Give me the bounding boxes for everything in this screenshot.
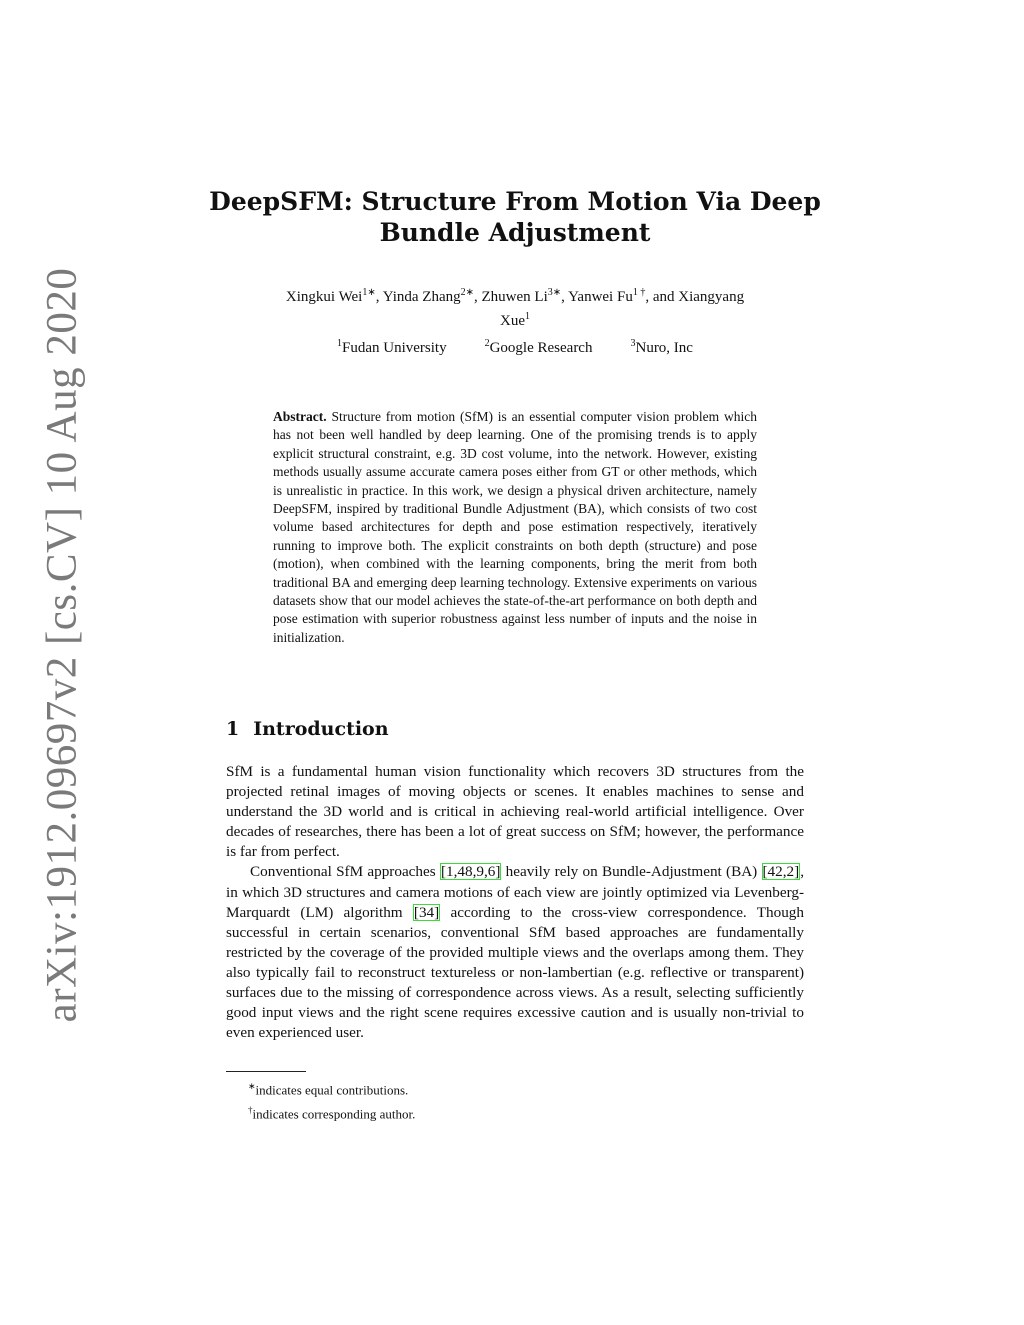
footnotes [248, 1076, 415, 1125]
affiliations [215, 338, 815, 357]
author-line-1: Xingkui Wei$^{1∗}$, Yinda Zhang$^{2∗}$, Zhuwen $Li^{3∗}$, Yanwei $Fu^{1 \dagger}$, and Xiangyang [285, 287, 745, 305]
author-mark: 1 † [632, 287, 646, 298]
author-mark: 3∗ [547, 287, 562, 298]
author: Xingkui Wei [285, 289, 363, 305]
affiliation-1: $^1$Fudan University [337, 338, 447, 356]
footnote-rule [226, 1071, 306, 1072]
author-mark: 1 [525, 311, 530, 322]
abstract-label: Abstract. [273, 409, 327, 424]
author: Yanwei Fu [568, 289, 633, 305]
affiliation-3: $^3$Nuro, Inc [630, 338, 693, 356]
author-list [215, 283, 815, 331]
citation-link[interactable]: [42,2] [762, 863, 800, 881]
abstract [273, 408, 757, 647]
paper-title: DeepSFM: Structure From Motion Via Deep Bundle Adjustment [209, 187, 821, 247]
author-mark: 2∗ [460, 287, 474, 298]
footnote-1: ∗indicates equal contributions. [248, 1081, 409, 1098]
arxiv-side-identifier [32, 267, 92, 1023]
abstract-text: Structure from motion (SfM) is an essential computer vision problem which has not been well handled by deep learning. One of the promising trends is to apply explicit structural constraint, e.g. 3D cost volume, into the network. However, existing methods usually assume accurate camera poses either from GT or other methods, which is unrealistic in practice. In this work, we design a physical driven architecture, namely DeepSFM, inspired by traditional Bundle Adjustment (BA), which consists of two cost volume based architectures for depth and pose estimation respectively, iteratively running to improve both. The explicit constraints on both depth (structure) and pose (motion), when combined with the learning components, bring the merit from both traditional BA and emerging deep learning technology. Extensive experiments on various datasets show that our model achieves the state-of-the-art performance on both depth and pose estimation with superior robustness against less number of inputs and the noise in initialization. [273, 409, 757, 645]
author: Yinda Zhang [382, 289, 461, 305]
citation-link[interactable]: [1,48,9,6] [440, 863, 501, 881]
intro-paragraph-1: SfM is a fundamental human vision functionality which recovers 3D structures from the projected retinal images of moving objects or scenes. It enables machines to sense and understand the 3D world and is critical in achieving real-world artificial intelligence. Over decades of researches, there has been a lot of great success on SfM; however, the performance is far from perfect. [226, 763, 804, 861]
affiliation-2: $^2$Google Research [484, 338, 593, 356]
footnote-2: †indicates corresponding author. [248, 1105, 416, 1122]
author: Zhuwen Li [481, 289, 548, 305]
author-mark: 1∗ [362, 287, 376, 298]
arxiv-id-text: arXiv:1912.09697v2 [cs.CV] 10 Aug 2020 [38, 267, 86, 1023]
intro-body [226, 762, 804, 1043]
intro-paragraph-2: Conventional SfM approaches [1,48,9,6] heavily rely on Bundle-Adjustment (BA) [42,2], in which 3D structures and camera motions of each view are jointly optimized via Levenberg-Marquardt (LM) algorithm [34] according to the cross-view correspondence. Though successful in certain scenarios, conventional SfM based approaches are fundamentally restricted by the coverage of the provided multiple views and the overlaps among them. They also typically fail to reconstruct textureless or non-lambertian (e.g. reflective or transparent) surfaces due to the missing of correspondence across views. As a result, selecting sufficiently good input views and the right scene requires excessive caution and is usually non-trivial to even experienced user. [226, 863, 804, 1042]
section-title: Introduction [253, 718, 389, 740]
section-heading [226, 718, 389, 740]
citation-link[interactable]: [34] [413, 903, 440, 921]
author-line-2 [215, 307, 815, 331]
author: Xue [500, 313, 525, 329]
author: Xiangyang [678, 289, 745, 305]
section-number: 1 [226, 718, 240, 740]
